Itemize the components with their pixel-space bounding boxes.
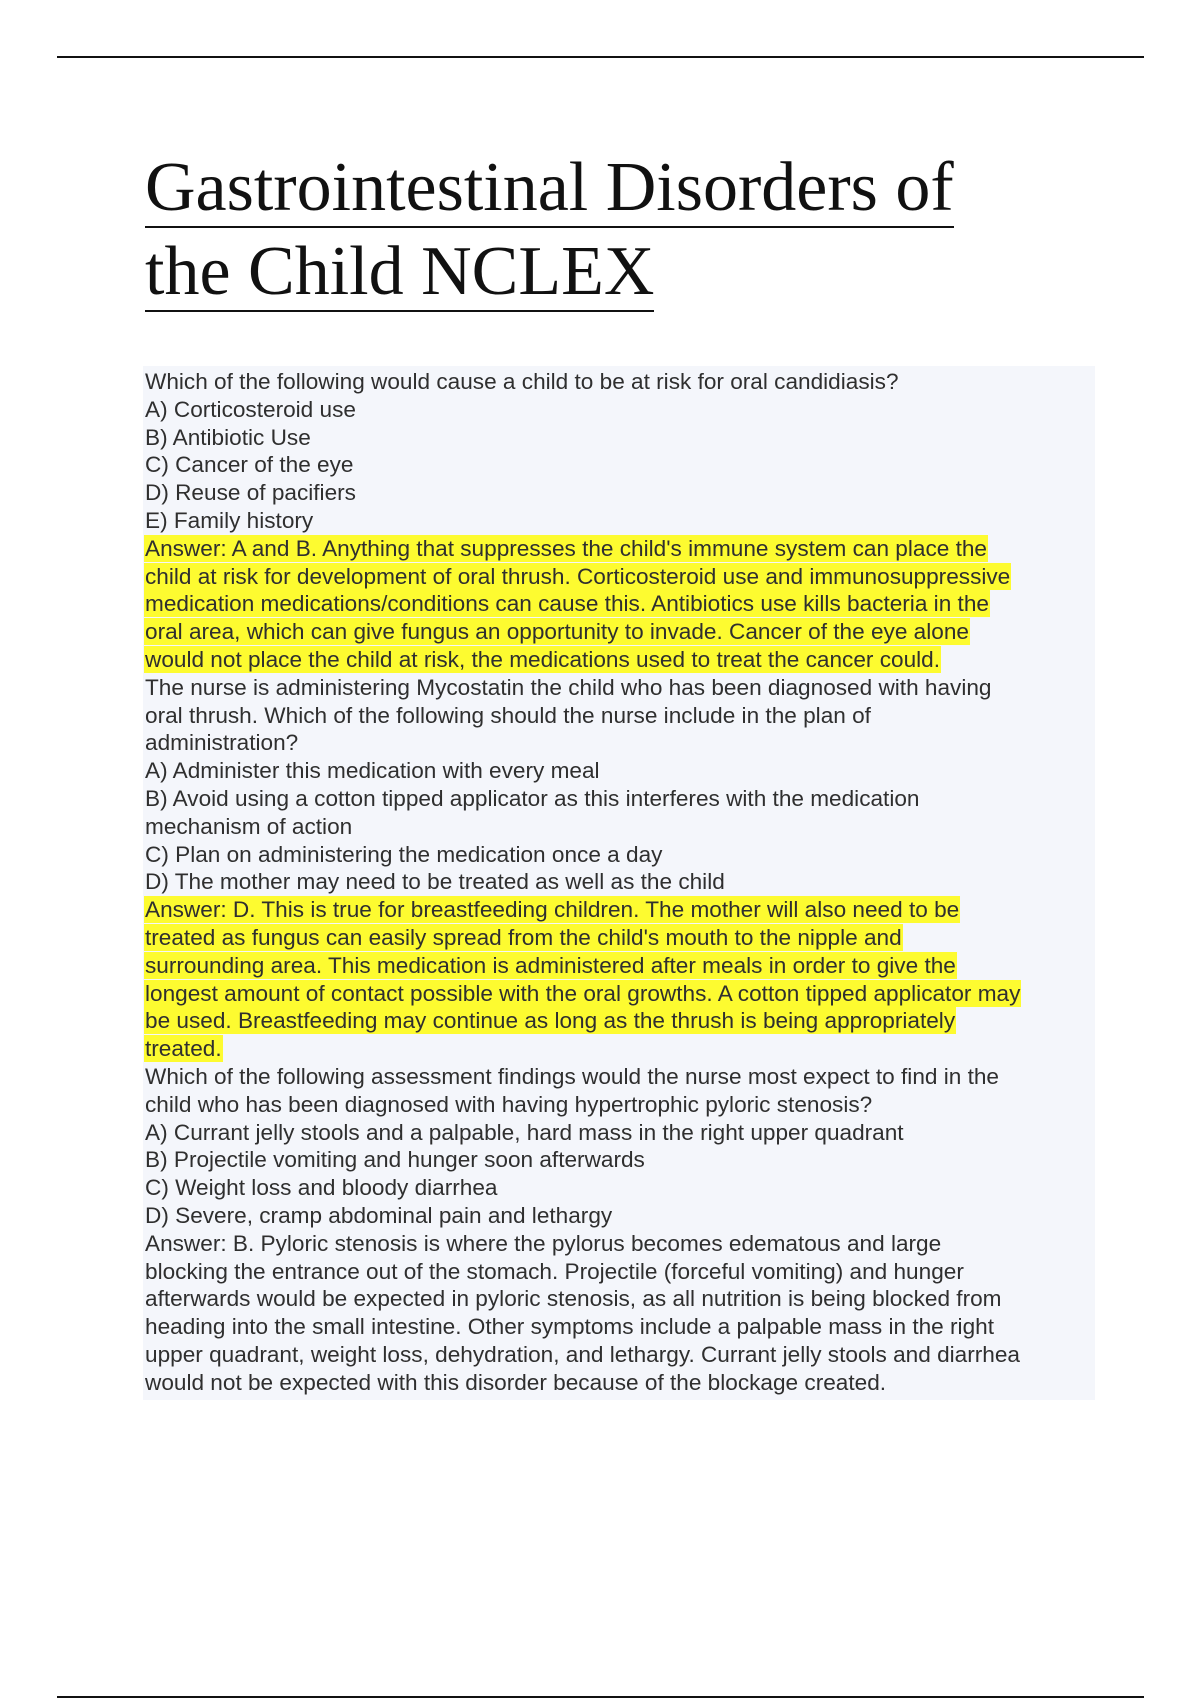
highlighted-answer-line <box>145 590 1093 618</box>
question-content <box>143 366 1095 1400</box>
answer-text: longest amount of contact possible with the oral growths. A cotton tipped applicator may <box>145 980 1021 1006</box>
answer-text: treated. <box>145 1036 222 1062</box>
highlighted-answer-line <box>145 1035 1093 1063</box>
question-block <box>145 674 1093 1063</box>
answer-option: D) Reuse of pacifiers <box>145 480 356 506</box>
answer-explanation-line <box>145 1285 1093 1313</box>
question-stem-line: oral thrush. Which of the following should the nurse include in the plan of <box>145 702 871 728</box>
answer-explanation-line <box>145 1230 1093 1258</box>
answer-option: A) Currant jelly stools and a palpable, hard mass in the right upper quadrant <box>145 1119 904 1145</box>
answer-option: mechanism of action <box>145 813 353 839</box>
answer-text: Answer: D. This is true for breastfeeding children. The mother will also need to be <box>145 897 960 923</box>
answer-explanation-line <box>145 1341 1093 1369</box>
question-stem-line: The nurse is administering Mycostatin the child who has been diagnosed with having <box>145 674 992 700</box>
top-rule <box>57 56 1144 58</box>
highlighted-answer-line <box>145 924 1093 952</box>
answer-option: A) Corticosteroid use <box>145 396 356 422</box>
highlighted-answer-line <box>145 952 1093 980</box>
highlighted-answer-line <box>145 563 1093 591</box>
highlighted-answer-line <box>145 618 1093 646</box>
question-stem-line: administration? <box>145 730 299 756</box>
answer-text: afterwards would be expected in pyloric stenosis, as all nutrition is being blocked from <box>145 1286 1002 1312</box>
highlighted-answer-line <box>145 1007 1093 1035</box>
answer-text: upper quadrant, weight loss, dehydration, and lethargy. Currant jelly stools and diarrhea <box>145 1341 1020 1367</box>
answer-text: heading into the small intestine. Other symptoms include a palpable mass in the right <box>145 1314 994 1340</box>
answer-option: B) Antibiotic Use <box>145 424 311 450</box>
answer-option: B) Projectile vomiting and hunger soon afterwards <box>145 1147 645 1173</box>
answer-text: Answer: B. Pyloric stenosis is where the pylorus becomes edematous and large <box>145 1230 942 1256</box>
answer-option: A) Administer this medication with every meal <box>145 758 600 784</box>
bottom-rule <box>57 1696 1144 1698</box>
highlighted-answer-line <box>145 646 1093 674</box>
answer-option: C) Weight loss and bloody diarrhea <box>145 1175 498 1201</box>
answer-option: B) Avoid using a cotton tipped applicator as this interferes with the medication <box>145 785 920 811</box>
answer-explanation-line <box>145 1313 1093 1341</box>
question-stem-line: Which of the following would cause a child to be at risk for oral candidiasis? <box>145 369 899 394</box>
answer-text: would not be expected with this disorder because of the blockage created. <box>145 1369 887 1395</box>
answer-explanation-line <box>145 1258 1093 1286</box>
highlighted-answer-line <box>145 980 1093 1008</box>
question-block <box>145 368 1093 674</box>
answer-explanation-line <box>145 1369 1093 1397</box>
answer-text: child at risk for development of oral thrush. Corticosteroid use and immunosuppressive <box>145 563 1011 589</box>
answer-text: medication medications/conditions can cause this. Antibiotics use kills bacteria in the <box>145 591 989 617</box>
question-stem-line: child who has been diagnosed with having hypertrophic pyloric stenosis? <box>145 1091 873 1117</box>
answer-text: treated as fungus can easily spread from the child's mouth to the nipple and <box>145 924 902 950</box>
answer-option: C) Plan on administering the medication once a day <box>145 841 663 867</box>
highlighted-answer-line <box>145 896 1093 924</box>
answer-text: oral area, which can give fungus an opportunity to invade. Cancer of the eye alone <box>145 619 969 645</box>
question-block <box>145 1063 1093 1397</box>
question-stem-line: Which of the following assessment findings would the nurse most expect to find in the <box>145 1063 999 1089</box>
answer-text: blocking the entrance out of the stomach. Projectile (forceful vomiting) and hunger <box>145 1258 964 1284</box>
highlighted-answer-line <box>145 535 1093 563</box>
answer-text: surrounding area. This medication is administered after meals in order to give the <box>145 952 956 978</box>
answer-option: C) Cancer of the eye <box>145 452 354 478</box>
answer-option: D) The mother may need to be treated as well as the child <box>145 869 725 895</box>
document-title <box>145 146 1045 314</box>
answer-text: be used. Breastfeeding may continue as long as the thrush is being appropriately <box>145 1008 956 1034</box>
title-line-1: Gastrointestinal Disorders of <box>145 149 954 226</box>
title-line-2: the Child NCLEX <box>145 233 655 310</box>
answer-text: Answer: A and B. Anything that suppresses the child's immune system can place the <box>145 535 987 561</box>
answer-option: E) Family history <box>145 507 314 533</box>
answer-text: would not place the child at risk, the medications used to treat the cancer could. <box>145 646 940 672</box>
answer-option: D) Severe, cramp abdominal pain and lethargy <box>145 1202 613 1228</box>
